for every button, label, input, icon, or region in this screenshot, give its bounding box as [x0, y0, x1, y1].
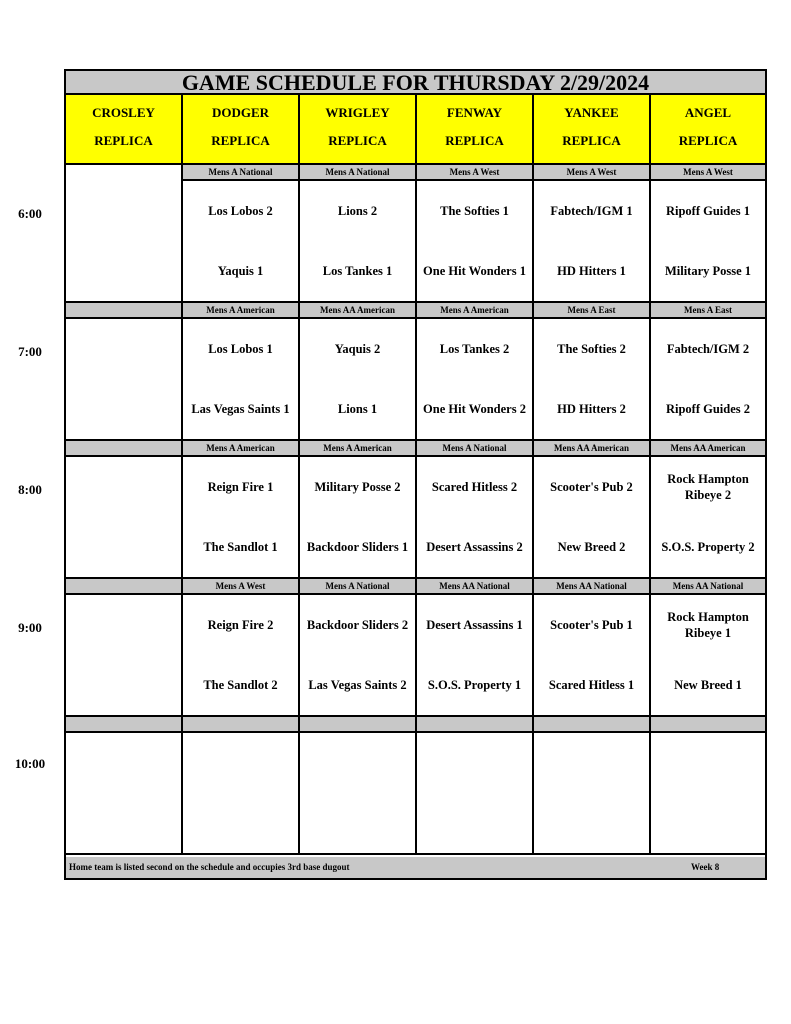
field-subtitle: REPLICA — [562, 133, 621, 148]
away-team: Backdoor Sliders 2 — [306, 618, 409, 632]
game-cell — [66, 319, 183, 441]
away-team: Desert Assassins 1 — [426, 618, 523, 632]
division-label — [66, 579, 183, 595]
field-subtitle: REPLICA — [94, 133, 153, 148]
home-team: The Sandlot 2 — [203, 678, 278, 692]
division-label — [534, 717, 651, 733]
away-team: Reign Fire 2 — [207, 618, 274, 632]
division-label: Mens A West — [417, 165, 534, 181]
away-team: Scooter's Pub 2 — [550, 480, 633, 494]
field-name: WRIGLEY — [325, 105, 390, 120]
division-label: Mens A American — [183, 441, 300, 457]
game-cell — [183, 595, 300, 717]
time-label: 6:00 — [18, 206, 42, 221]
game-cell — [183, 457, 300, 579]
home-team: S.O.S. Property 2 — [661, 540, 755, 554]
field-header — [534, 95, 651, 165]
field-name: DODGER — [211, 105, 270, 120]
field-header — [651, 95, 765, 165]
division-label: Mens AA National — [672, 581, 744, 591]
field-subtitle: REPLICA — [328, 133, 387, 148]
away-team: Rock Hampton Ribeye 2 — [667, 472, 749, 502]
game-cell — [300, 595, 417, 717]
division-label: Mens AA American — [300, 303, 417, 319]
home-team: Military Posse 1 — [664, 264, 752, 278]
division-label: Mens A National — [300, 165, 417, 181]
home-team: New Breed 2 — [557, 540, 626, 554]
field-name: ANGEL — [684, 105, 732, 120]
home-team: Scared Hitless 1 — [548, 678, 635, 692]
home-team: Las Vegas Saints 1 — [191, 402, 290, 416]
away-team: Scared Hitless 2 — [431, 480, 518, 494]
home-team: Lions 1 — [337, 402, 378, 416]
game-cell — [417, 733, 534, 855]
division-label: Mens A West — [683, 167, 733, 177]
division-label: Mens A American — [183, 303, 300, 319]
division-label: Mens AA National — [534, 579, 651, 595]
game-cell — [651, 457, 765, 579]
division-label — [66, 717, 183, 733]
week-label: Week 8 — [691, 862, 720, 872]
away-team: Rock Hampton Ribeye 1 — [667, 610, 749, 640]
game-cell — [300, 457, 417, 579]
time-label: 7:00 — [18, 344, 42, 359]
away-team: Fabtech/IGM 1 — [550, 204, 633, 218]
division-label: Mens A National — [417, 441, 534, 457]
away-team: The Softies 1 — [440, 204, 509, 218]
away-team: Reign Fire 1 — [207, 480, 274, 494]
footer-note: Home team is listed second on the schedule and occupies 3rd base dugout — [69, 862, 350, 872]
division-label: Mens AA American — [670, 443, 746, 453]
game-cell — [300, 319, 417, 441]
away-team: Yaquis 2 — [334, 342, 381, 356]
division-label: Mens AA National — [417, 579, 534, 595]
game-cell — [66, 733, 183, 855]
game-cell — [534, 595, 651, 717]
division-label — [66, 441, 183, 457]
home-team: One Hit Wonders 1 — [423, 264, 526, 278]
home-team: Ripoff Guides 2 — [665, 402, 751, 416]
field-subtitle: REPLICA — [445, 133, 504, 148]
game-cell — [417, 319, 534, 441]
away-team: Los Tankes 2 — [439, 342, 510, 356]
schedule-table — [64, 69, 767, 880]
game-cell — [66, 595, 183, 717]
game-cell — [417, 595, 534, 717]
field-header — [300, 95, 417, 165]
field-name: CROSLEY — [92, 105, 155, 120]
game-cell — [183, 181, 300, 303]
game-cell — [534, 457, 651, 579]
home-team: S.O.S. Property 1 — [427, 678, 522, 692]
field-subtitle: REPLICA — [678, 133, 738, 148]
away-team: Ripoff Guides 1 — [665, 204, 751, 218]
home-team: The Sandlot 1 — [203, 540, 278, 554]
division-label — [300, 717, 417, 733]
division-label: Mens AA American — [534, 441, 651, 457]
away-team: Lions 2 — [337, 204, 378, 218]
away-team: Los Lobos 1 — [208, 342, 273, 356]
division-label — [417, 717, 534, 733]
game-cell — [66, 457, 183, 579]
field-header — [66, 95, 183, 165]
game-cell — [651, 181, 765, 303]
division-label — [651, 717, 765, 733]
game-cell — [534, 319, 651, 441]
field-name: YANKEE — [564, 105, 619, 120]
field-subtitle: REPLICA — [211, 133, 270, 148]
game-cell — [300, 181, 417, 303]
away-team: Military Posse 2 — [314, 480, 401, 494]
game-cell — [651, 733, 765, 855]
away-team: Los Lobos 2 — [208, 204, 273, 218]
home-team: New Breed 1 — [674, 678, 742, 692]
home-team: One Hit Wonders 2 — [423, 402, 526, 416]
game-cell — [651, 595, 765, 717]
away-team: Scooter's Pub 1 — [550, 618, 633, 632]
game-cell — [66, 181, 183, 303]
game-cell — [534, 181, 651, 303]
home-team: Yaquis 1 — [217, 264, 264, 278]
division-label: Mens A East — [534, 303, 651, 319]
home-team: Desert Assassins 2 — [426, 540, 523, 554]
game-cell — [300, 733, 417, 855]
division-label — [183, 717, 300, 733]
division-label: Mens A American — [417, 303, 534, 319]
time-label: 8:00 — [18, 482, 42, 497]
home-team: Los Tankes 1 — [322, 264, 393, 278]
time-label: 10:00 — [14, 756, 46, 771]
field-header — [183, 95, 300, 165]
page-title: GAME SCHEDULE FOR THURSDAY 2/29/2024 — [66, 71, 765, 95]
game-cell — [183, 319, 300, 441]
division-label: Mens A National — [300, 579, 417, 595]
home-team: HD Hitters 1 — [557, 264, 626, 278]
division-label: Mens A West — [534, 165, 651, 181]
division-label: Mens A National — [183, 165, 300, 181]
footer-bar — [66, 857, 765, 878]
game-cell — [183, 733, 300, 855]
away-team: The Softies 2 — [557, 342, 626, 356]
division-label: Mens A East — [683, 305, 732, 315]
away-team: Fabtech/IGM 2 — [666, 342, 750, 356]
division-label: Mens A American — [300, 441, 417, 457]
home-team: Las Vegas Saints 2 — [308, 678, 407, 692]
time-label: 9:00 — [18, 620, 42, 635]
game-cell — [417, 457, 534, 579]
field-header — [417, 95, 534, 165]
game-cell — [534, 733, 651, 855]
field-name: FENWAY — [446, 105, 503, 120]
home-team: HD Hitters 2 — [557, 402, 626, 416]
division-label — [66, 165, 183, 181]
home-team: Backdoor Sliders 1 — [306, 540, 409, 554]
division-label: Mens A West — [183, 579, 300, 595]
game-cell — [417, 181, 534, 303]
division-label — [66, 303, 183, 319]
game-cell — [651, 319, 765, 441]
